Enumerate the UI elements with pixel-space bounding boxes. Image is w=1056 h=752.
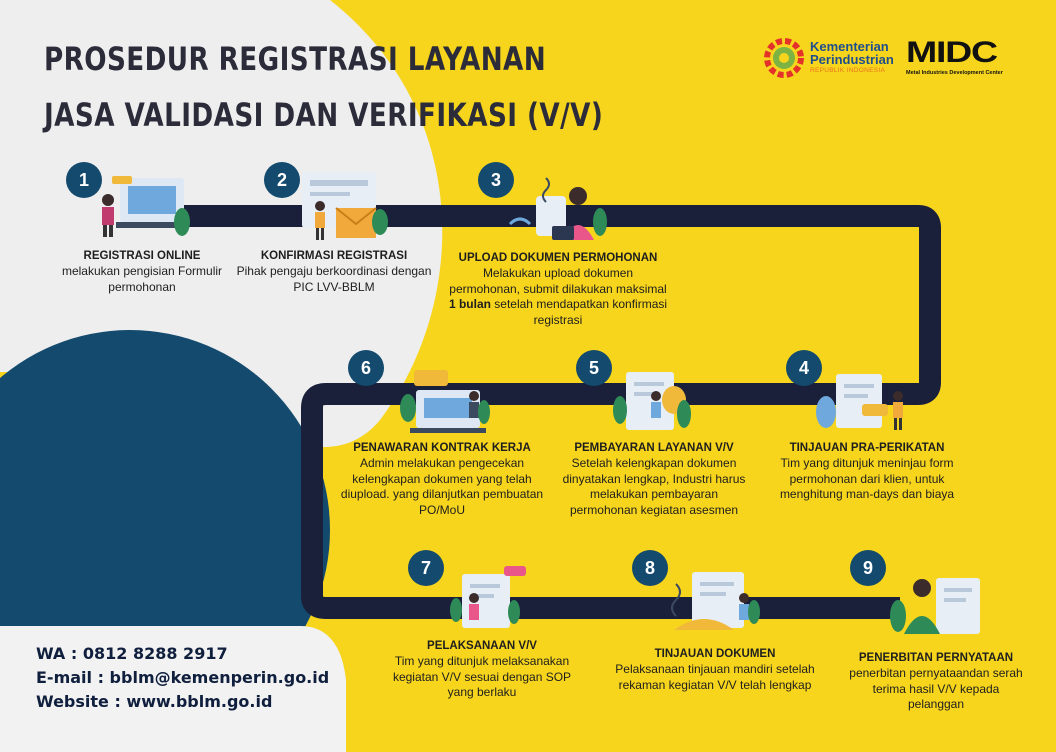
step-6-desc: Admin melakukan pengecekan kelengkapan dokumen yang telah diupload. yang dilanjutkan pembuatan PO/MoU bbox=[340, 456, 544, 517]
contact-wa: WA : 0812 8288 2917 bbox=[36, 644, 228, 663]
step-8-text bbox=[600, 648, 830, 693]
midc-logo-subtitle: Metal Industries Development Center bbox=[906, 70, 1003, 76]
step-3-desc-bold: 1 bulan bbox=[448, 297, 491, 311]
step-8-title: TINJAUAN DOKUMEN bbox=[654, 648, 776, 660]
step-3-text bbox=[446, 252, 670, 328]
step-2-desc: Pihak pengaju berkoordinasi dengan PIC LVV-BBLM bbox=[236, 264, 432, 294]
contact-email: E-mail : bblm@kemenperin.go.id bbox=[36, 668, 330, 687]
step-6-text bbox=[340, 442, 544, 518]
step-8-badge: 8 bbox=[632, 550, 668, 586]
step-4-desc: Tim yang ditunjuk meninjau form permohonan dari klien, untuk menghitung man-days dan biaya bbox=[779, 456, 955, 501]
step-7-badge: 7 bbox=[408, 550, 444, 586]
illustration-penerbitan bbox=[890, 578, 980, 634]
step-3-desc-pre: Melakukan upload dokumen permohonan, submit dilakukan maksimal bbox=[449, 266, 667, 296]
step-7-title: PELAKSANAAN V/V bbox=[427, 640, 537, 652]
step-5-desc: Setelah kelengkapan dokumen dinyatakan lengkap, Industri harus melakukan pembayaran permohonan kegiatan asesmen bbox=[562, 456, 746, 517]
step-1-badge: 1 bbox=[66, 162, 102, 198]
midc-logo-text: MIDC bbox=[906, 36, 997, 69]
step-1-text bbox=[52, 250, 232, 295]
step-8-desc: Pelaksanaan tinjauan mandiri setelah rekaman kegiatan V/V telah lengkap bbox=[615, 662, 815, 692]
step-6-badge: 6 bbox=[348, 350, 384, 386]
kemenperin-logo bbox=[810, 40, 894, 75]
step-4-badge: 4 bbox=[786, 350, 822, 386]
step-5-text bbox=[556, 442, 752, 518]
step-4-text bbox=[764, 442, 970, 503]
step-9-desc: penerbitan pernyataandan serah terima hasil V/V kepada pelanggan bbox=[849, 666, 1023, 711]
illustration-kontrak bbox=[400, 370, 490, 433]
step-7-desc: Tim yang ditunjuk melaksanakan kegiatan V/V sesuai dengan SOP yang berlaku bbox=[392, 654, 572, 699]
step-2-text bbox=[234, 250, 434, 295]
kemenperin-line-3: REPUBLIK INDONESIA bbox=[810, 67, 886, 74]
step-1-title: REGISTRASI ONLINE bbox=[83, 250, 201, 262]
kemenperin-line-1: Kementerian bbox=[810, 39, 889, 54]
illustration-pembayaran bbox=[613, 372, 691, 430]
step-3-desc bbox=[446, 266, 670, 328]
step-5-title: PEMBAYARAN LAYANAN V/V bbox=[574, 442, 734, 454]
step-6-title: PENAWARAN KONTRAK KERJA bbox=[353, 442, 531, 454]
kemenperin-line-2: Perindustrian bbox=[810, 52, 894, 67]
step-5-badge: 5 bbox=[576, 350, 612, 386]
midc-logo bbox=[906, 38, 1003, 76]
step-3-badge: 3 bbox=[478, 162, 514, 198]
step-3-title: UPLOAD DOKUMEN PERMOHONAN bbox=[458, 252, 658, 264]
step-2-badge: 2 bbox=[264, 162, 300, 198]
step-1-desc: melakukan pengisian Formulir permohonan bbox=[61, 264, 223, 294]
step-9-title: PENERBITAN PERNYATAAN bbox=[858, 652, 1014, 664]
page-title-line-1: PROSEDUR REGISTRASI LAYANAN bbox=[44, 40, 547, 78]
step-3-desc-post: setelah mendapatkan konfirmasi registrasi bbox=[490, 297, 668, 327]
step-9-text bbox=[848, 652, 1024, 713]
step-4-title: TINJAUAN PRA-PERIKATAN bbox=[789, 442, 945, 454]
kemenperin-logo-icon bbox=[767, 41, 801, 75]
page-title-line-2: JASA VALIDASI DAN VERIFIKASI (V/V) bbox=[44, 96, 604, 134]
step-7-text bbox=[384, 640, 580, 701]
step-9-badge: 9 bbox=[850, 550, 886, 586]
step-2-title: KONFIRMASI REGISTRASI bbox=[260, 250, 408, 262]
contact-website: Website : www.bblm.go.id bbox=[36, 692, 273, 711]
